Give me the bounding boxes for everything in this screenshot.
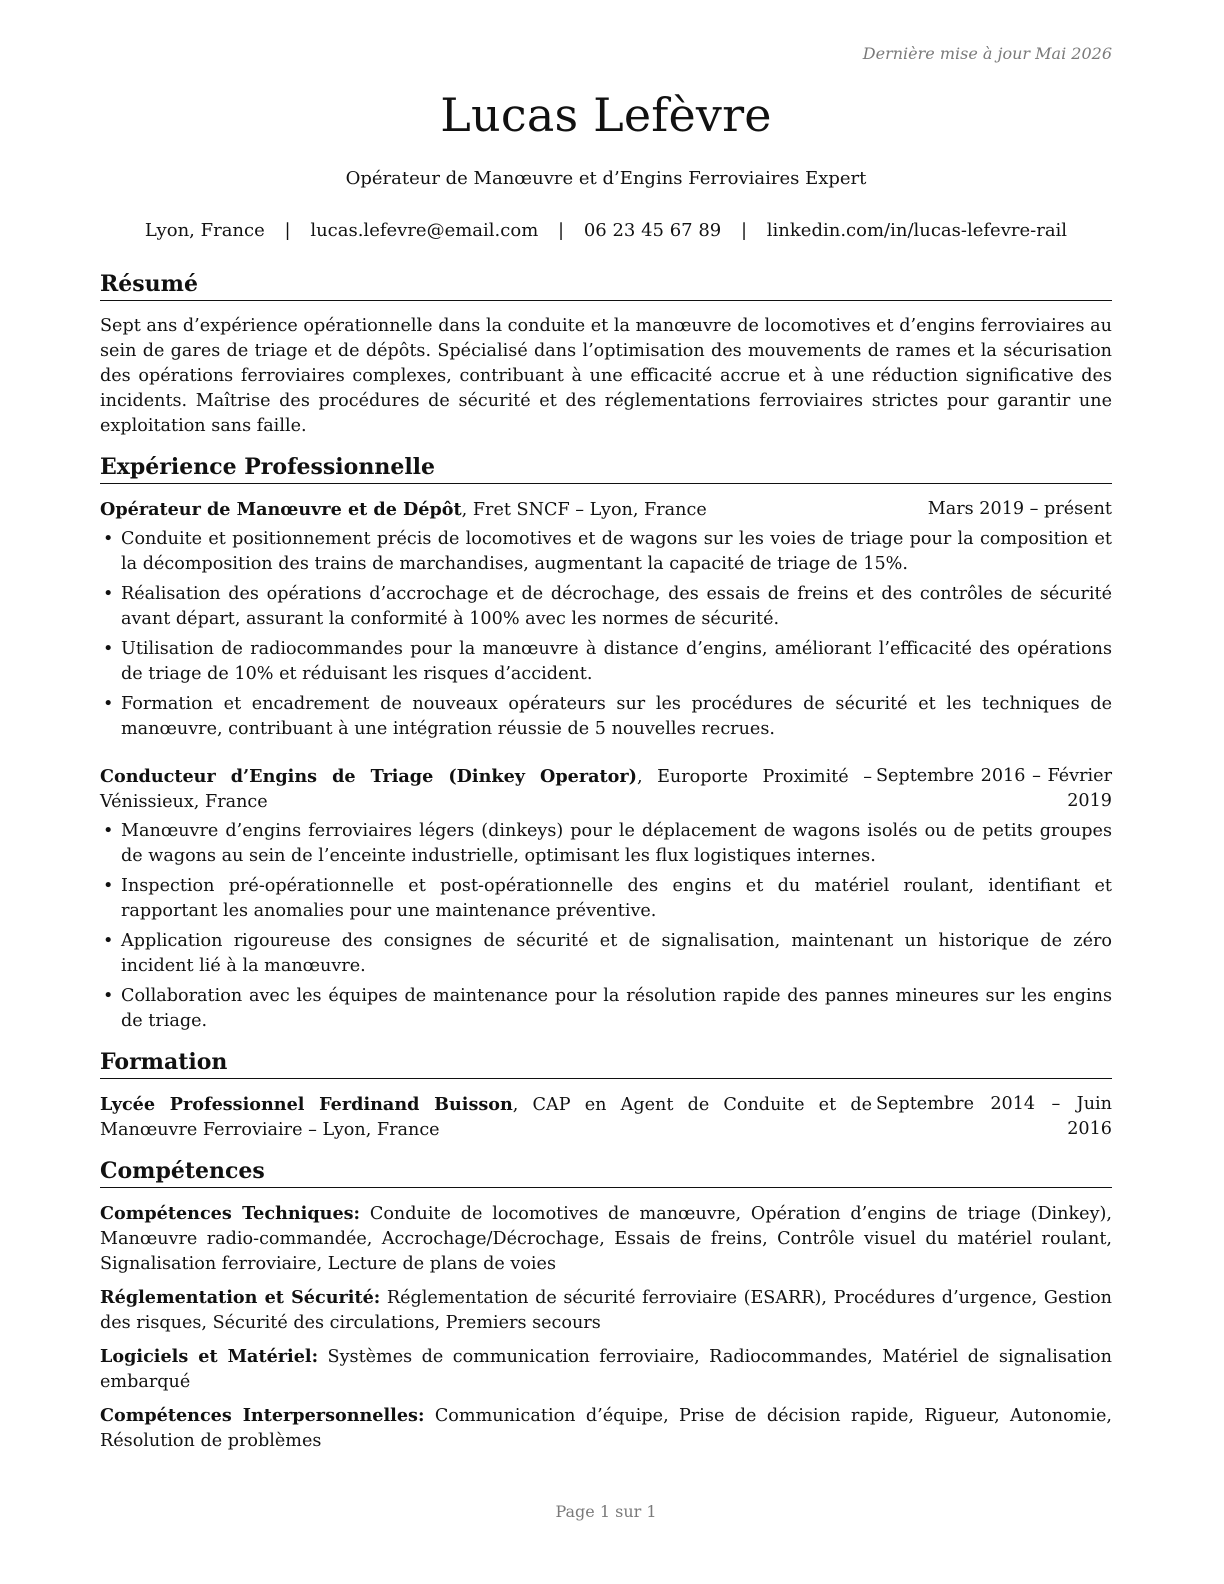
job-bullets: [100, 527, 1112, 742]
job-bullet: • Collaboration avec les équipes de maintenance pour la résolution rapide des pannes mineures sur les engins de triage.: [100, 984, 1112, 1034]
education-entry: [100, 1092, 1112, 1143]
skill-group-text: Réglementation de sécurité ferroviaire (ESARR), Procédures d’urgence, Gestion des risques, Sécurité des circulations, Premiers secours: [100, 1288, 1112, 1333]
job-bullet: • Formation et encadrement de nouveaux opérateurs sur les procédures de sécurité et les techniques de manœuvre, contribuant à une intégration réussie de 5 nouvelles recrues.: [100, 692, 1112, 742]
job-entry: [100, 497, 1112, 742]
contact-linkedin[interactable]: linkedin.com/in/lucas-lefevre-rail: [766, 220, 1068, 241]
job-bullet: • Conduite et positionnement précis de locomotives et de wagons sur les voies de triage pour la composition et la décomposition des trains de marchandises, augmentant la capacité de triage de 15%.: [100, 527, 1112, 577]
resume-content: [100, 270, 1112, 1468]
job-role: Opérateur de Manœuvre et de Dépôt: [100, 499, 462, 520]
last-updated: Dernière mise à jour Mai 2026: [862, 44, 1112, 63]
job-bullet: • Application rigoureuse des consignes de sécurité et de signalisation, maintenant un historique de zéro incident lié à la manœuvre.: [100, 929, 1112, 979]
section-heading-summary: Résumé: [100, 270, 1112, 301]
skills-section: [100, 1157, 1112, 1454]
contact-separator: |: [284, 220, 291, 241]
section-heading-education: Formation: [100, 1048, 1112, 1079]
job-header: [100, 497, 1112, 523]
education-detail: , CAP en Agent de Conduite et de Manœuvre Ferroviaire – Lyon, France: [100, 1095, 872, 1140]
contact-separator: |: [740, 220, 748, 241]
education-dates: Septembre 2014 – Juin 2016: [876, 1094, 1112, 1139]
job-org: , Europorte Proximité – Vénissieux, France: [100, 767, 872, 812]
skill-group-text: Conduite de locomotives de manœuvre, Opération d’engins de triage (Dinkey), Manœuvre radio-commandée, Accrochage/Décrochage, Essais de freins, Contrôle visuel du matériel roulant, Signalisation ferroviaire, Lecture de plans de voies: [100, 1204, 1112, 1274]
skill-group-label: Logiciels et Matériel:: [100, 1346, 319, 1367]
job-org: , Fret SNCF – Lyon, France: [461, 500, 707, 520]
skill-group-label: Compétences Techniques:: [100, 1203, 361, 1224]
contact-email[interactable]: lucas.lefevre@email.com: [310, 220, 539, 241]
job-bullet: • Utilisation de radiocommandes pour la manœuvre à distance d’engins, améliorant l’efficacité des opérations de triage de 10% et réduisant les risques d’accident.: [100, 637, 1112, 687]
job-bullets: [100, 819, 1112, 1034]
education-section: [100, 1048, 1112, 1143]
education-header: [100, 1092, 1112, 1143]
section-heading-experience: Expérience Professionnelle: [100, 453, 1112, 484]
contact-separator: |: [558, 220, 565, 241]
skill-group: [100, 1285, 1112, 1336]
skill-group: [100, 1201, 1112, 1277]
job-entry: [100, 764, 1112, 1034]
job-role: Conducteur d’Engins de Triage (Dinkey Operator): [100, 766, 637, 787]
contact-line: [100, 220, 1112, 241]
job-dates: Mars 2019 – présent: [927, 499, 1112, 519]
summary-section: [100, 270, 1112, 439]
job-bullet: • Inspection pré-opérationnelle et post-opérationnelle des engins et du matériel roulant, identifiant et rapportant les anomalies pour une maintenance préventive.: [100, 874, 1112, 924]
skill-group-text: Systèmes de communication ferroviaire, Radiocommandes, Matériel de signalisation embarqué: [100, 1347, 1112, 1392]
skill-group-text: Communication d’équipe, Prise de décision rapide, Rigueur, Autonomie, Résolution de problèmes: [100, 1406, 1112, 1451]
page-footer: Page 1 sur 1: [555, 1502, 657, 1521]
job-bullet: • Réalisation des opérations d’accrochage et de décrochage, des essais de freins et des contrôles de sécurité avant départ, assurant la conformité à 100% avec les normes de sécurité.: [100, 582, 1112, 632]
contact-phone: 06 23 45 67 89: [583, 220, 722, 241]
experience-section: [100, 453, 1112, 1034]
job-header: [100, 764, 1112, 815]
contact-location: Lyon, France: [144, 220, 265, 241]
education-school: Lycée Professionnel Ferdinand Buisson: [100, 1094, 513, 1115]
education-title-line: [100, 1092, 872, 1143]
job-bullet: • Manœuvre d’engins ferroviaires légers (dinkeys) pour le déplacement de wagons isolés ou de petits groupes de wagons au sein de l’enceinte industrielle, optimisant les flux logistiques internes.: [100, 819, 1112, 869]
summary-text: Sept ans d’expérience opérationnelle dans la conduite et la manœuvre de locomotives et d’engins ferroviaires au sein de gares de triage et de dépôts. Spécialisé dans l’optimisation des mouvements de rames et la sécurisation des opérations ferroviaires complexes, contribuant à une efficacité accrue et à une réduction significative des incidents. Maîtrise des procédures de sécurité et des réglementations ferroviaires strictes pour garantir une exploitation sans faille.: [100, 316, 1112, 436]
candidate-title: Opérateur de Manœuvre et d’Engins Ferroviaires Expert: [345, 168, 867, 189]
skill-group-label: Compétences Interpersonnelles:: [100, 1405, 425, 1426]
skill-group-label: Réglementation et Sécurité:: [100, 1287, 381, 1308]
candidate-name: Lucas Lefèvre: [440, 88, 772, 142]
section-heading-skills: Compétences: [100, 1157, 1112, 1188]
resume-page: [100, 0, 1112, 1584]
job-title-line: [100, 497, 924, 523]
skill-group: [100, 1403, 1112, 1454]
job-title-line: [100, 764, 872, 815]
job-dates: Septembre 2016 – Février 2019: [876, 766, 1112, 811]
skill-group: [100, 1344, 1112, 1395]
